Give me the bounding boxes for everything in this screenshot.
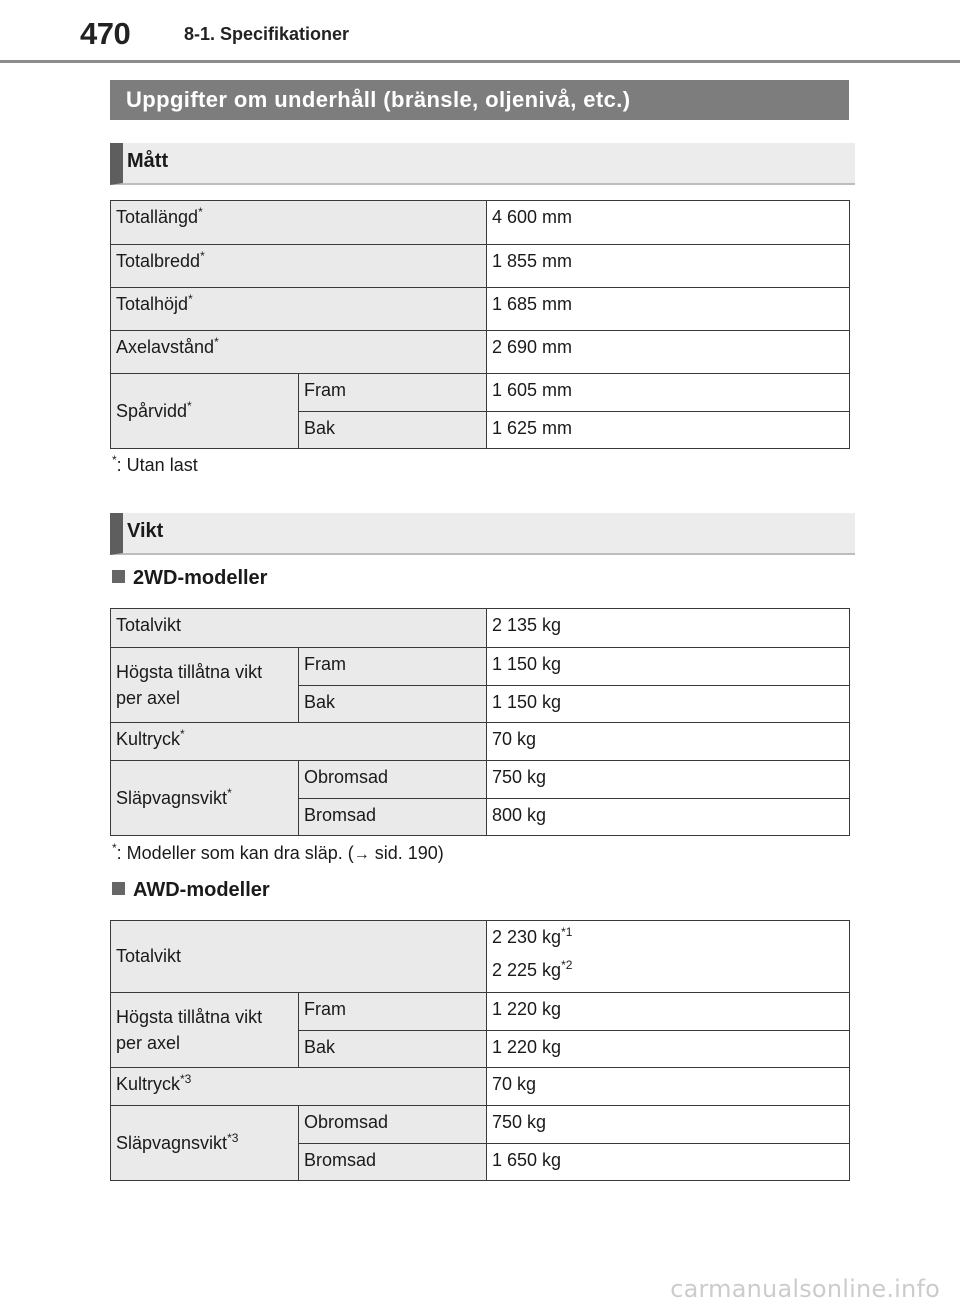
row-value: 2 690 mm [487, 331, 850, 374]
row-value: 2 135 kg [487, 609, 850, 648]
watermark: carmanualsonline.info [670, 1275, 940, 1303]
square-bullet-icon [112, 570, 125, 583]
row-value: 1 220 kg [487, 993, 850, 1031]
sub-label: Bak [299, 1031, 487, 1068]
weight-table-2wd [110, 608, 850, 836]
page-number: 470 [80, 16, 131, 51]
row-value: 1 150 kg [487, 648, 850, 686]
row-value: 1 625 mm [487, 412, 850, 449]
sub-label: Bromsad [299, 799, 487, 836]
section-heading-vikt: Vikt [110, 513, 855, 555]
table-row [111, 921, 850, 993]
square-bullet-icon [112, 882, 125, 895]
sub-label: Bak [299, 412, 487, 449]
row-value: 70 kg [487, 1068, 850, 1106]
row-value: 750 kg [487, 1106, 850, 1144]
table-row [111, 648, 850, 686]
row-value: 70 kg [487, 723, 850, 761]
model-heading-2wd: 2WD-modeller [112, 567, 267, 590]
row-value: 1 605 mm [487, 374, 850, 412]
section-breadcrumb: 8-1. Specifikationer [184, 24, 350, 44]
row-label: Högsta tillåtna vikt per axel [111, 648, 299, 723]
footnote: *: Utan last [112, 453, 198, 475]
table-row [111, 331, 850, 374]
row-label: Totalhöjd* [111, 288, 487, 331]
weight-table-awd [110, 920, 850, 1181]
row-value: 800 kg [487, 799, 850, 836]
row-label: Totalvikt [111, 609, 487, 648]
header-divider [0, 60, 960, 63]
sub-label: Obromsad [299, 761, 487, 799]
row-value: 750 kg [487, 761, 850, 799]
dimensions-table [110, 200, 850, 449]
footnote: *: Modeller som kan dra släp. (→ sid. 190) [112, 841, 444, 863]
row-value: 1 855 mm [487, 245, 850, 288]
row-label: Totalbredd* [111, 245, 487, 288]
row-value: 2 230 $kg^{*1}$ 2 225 $kg^{*2}$ [487, 921, 850, 993]
sub-label: Obromsad [299, 1106, 487, 1144]
page-header [0, 0, 960, 64]
row-label: Högsta tillåtna vikt per axel [111, 993, 299, 1068]
row-label: Spårvidd* [111, 374, 299, 449]
row-label: Kultryck$^{*3}$ [111, 1068, 487, 1106]
section-heading-matt: Mått [110, 143, 855, 185]
table-row [111, 761, 850, 799]
table-row [111, 201, 850, 245]
table-row [111, 374, 850, 412]
row-value: 1 650 kg [487, 1144, 850, 1181]
table-row [111, 1068, 850, 1106]
table-row [111, 245, 850, 288]
sub-label: Fram [299, 993, 487, 1031]
table-row [111, 993, 850, 1031]
table-row [111, 723, 850, 761]
row-label: Släpvagnsvikt$^{*3}$ [111, 1106, 299, 1181]
row-label: Totalvikt [111, 921, 487, 993]
sub-label: Bak [299, 686, 487, 723]
row-value: 1 685 mm [487, 288, 850, 331]
model-heading-awd: AWD-modeller [112, 879, 270, 902]
row-value: 4 600 mm [487, 201, 850, 245]
arrow-right-icon: → [353, 846, 370, 863]
table-row [111, 609, 850, 648]
row-label: Kultryck* [111, 723, 487, 761]
row-label: Axelavstånd* [111, 331, 487, 374]
page-title: Uppgifter om underhåll (bränsle, oljenivå, etc.) [110, 80, 849, 120]
row-label: Släpvagnsvikt* [111, 761, 299, 836]
sub-label: Bromsad [299, 1144, 487, 1181]
sub-label: Fram [299, 374, 487, 412]
row-value: 1 220 kg [487, 1031, 850, 1068]
table-row [111, 288, 850, 331]
row-value: 1 150 kg [487, 686, 850, 723]
sub-label: Fram [299, 648, 487, 686]
table-row [111, 1106, 850, 1144]
row-label: Totallängd* [111, 201, 487, 245]
